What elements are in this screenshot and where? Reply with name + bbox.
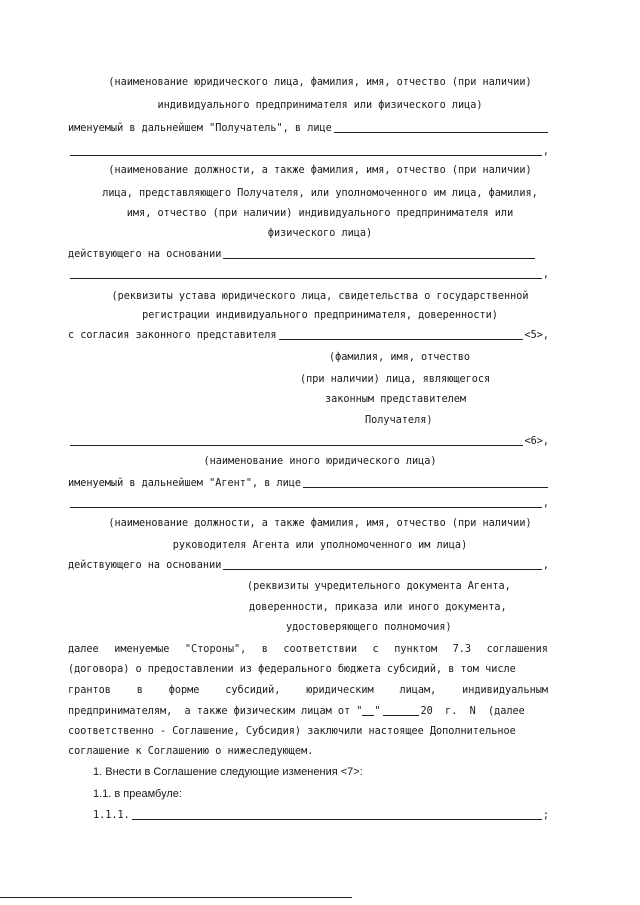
agent-representative-row-2: , bbox=[68, 497, 549, 510]
day-field[interactable] bbox=[362, 715, 374, 716]
basis-note: регистрации индивидуального предпринимателя, доверенности) bbox=[142, 310, 498, 321]
paragraph-line-4: предпринимателям, а также физическим лицам от " " 20 г. N (далее bbox=[68, 706, 525, 717]
consent-row bbox=[68, 329, 549, 342]
agent-named-label: именуемый в дальнейшем "Агент", в лице bbox=[68, 478, 302, 489]
item-1-1-1-field[interactable] bbox=[132, 819, 542, 820]
agent-doc-note: доверенности, приказа или иного документа, bbox=[249, 602, 507, 613]
acting-basis-row-2: , bbox=[68, 268, 549, 281]
recipient-representative-field-2[interactable] bbox=[70, 155, 542, 156]
item-1-1-1-label: 1.1.1. bbox=[93, 810, 130, 821]
item-1: 1. Внести в Соглашение следующие изменения <7>: bbox=[93, 766, 363, 778]
agent-doc-note: (реквизиты учредительного документа Агента, bbox=[247, 581, 511, 592]
representative-note: (фамилия, имя, отчество bbox=[329, 352, 471, 363]
paragraph-line-5: соответственно - Соглашение, Субсидия) заключили настоящее Дополнительное bbox=[68, 726, 516, 737]
recipient-named-row bbox=[68, 122, 549, 135]
footnote-6: <6>, bbox=[524, 436, 549, 447]
agent-named-row bbox=[68, 477, 549, 490]
acting-basis-label: действующего на основании bbox=[68, 249, 222, 260]
recipient-named-label: именуемый в дальнейшем "Получатель", в лице bbox=[68, 123, 332, 134]
position-note: лица, представляющего Получателя, или уполномоченного им лица, фамилия, bbox=[102, 188, 538, 199]
agent-position-note: (наименование должности, а также фамилия, имя, отчество (при наличии) bbox=[108, 518, 532, 529]
position-note: имя, отчество (при наличии) индивидуального предпринимателя или bbox=[126, 208, 514, 219]
recipient-representative-row-2: , bbox=[68, 145, 549, 158]
other-entity-note: (наименование иного юридического лица) bbox=[203, 456, 437, 467]
footnote-separator bbox=[0, 897, 352, 898]
paragraph-line-6: соглашение к Соглашению о нижеследующем. bbox=[68, 746, 314, 757]
paragraph-line-1: далее именуемые "Стороны", в соответствии с пунктом 7.3 соглашения bbox=[68, 644, 548, 655]
recipient-representative-field[interactable] bbox=[334, 132, 548, 133]
position-note: физического лица) bbox=[267, 228, 373, 239]
paragraph-line-2: (договора) о предоставлении из федерального бюджета субсидий, в том числе bbox=[68, 664, 516, 675]
other-entity-field[interactable] bbox=[70, 445, 523, 446]
item-1-1-1-row: 1.1.1. ; bbox=[93, 810, 549, 821]
agent-doc-note: удостоверяющего полномочия) bbox=[286, 622, 452, 633]
agent-basis-label: действующего на основании bbox=[68, 560, 222, 571]
agent-basis-field[interactable] bbox=[223, 569, 542, 570]
footnote-5: <5>, bbox=[524, 330, 549, 341]
acting-basis-row bbox=[68, 248, 536, 261]
acting-basis-field[interactable] bbox=[223, 258, 535, 259]
other-entity-row bbox=[68, 435, 549, 448]
agent-representative-field-2[interactable] bbox=[70, 507, 542, 508]
position-note: (наименование должности, а также фамилия, имя, отчество (при наличии) bbox=[108, 165, 532, 176]
paragraph-line-3: грантов в форме субсидий, юридическим лицам, индивидуальным bbox=[68, 685, 548, 696]
item-1-1: 1.1. в преамбуле: bbox=[93, 788, 182, 800]
representative-note: Получателя) bbox=[365, 415, 433, 426]
agent-representative-field[interactable] bbox=[303, 487, 548, 488]
agent-position-note: руководителя Агента или уполномоченного им лица) bbox=[172, 540, 468, 551]
month-field[interactable] bbox=[383, 715, 419, 716]
recipient-name-note: (наименование юридического лица, фамилия, имя, отчество (при наличии) bbox=[108, 77, 532, 88]
representative-note: законным представителем bbox=[325, 394, 467, 405]
representative-note: (при наличии) лица, являющегося bbox=[300, 374, 491, 385]
basis-note: (реквизиты устава юридического лица, свидетельства о государственной bbox=[111, 291, 529, 302]
agent-basis-row: действующего на основании , bbox=[68, 560, 549, 571]
acting-basis-field-2[interactable] bbox=[70, 278, 542, 279]
legal-representative-field[interactable] bbox=[279, 339, 524, 340]
consent-label: с согласия законного представителя bbox=[68, 330, 277, 341]
recipient-name-note: индивидуального предпринимателя или физического лица) bbox=[157, 100, 483, 111]
